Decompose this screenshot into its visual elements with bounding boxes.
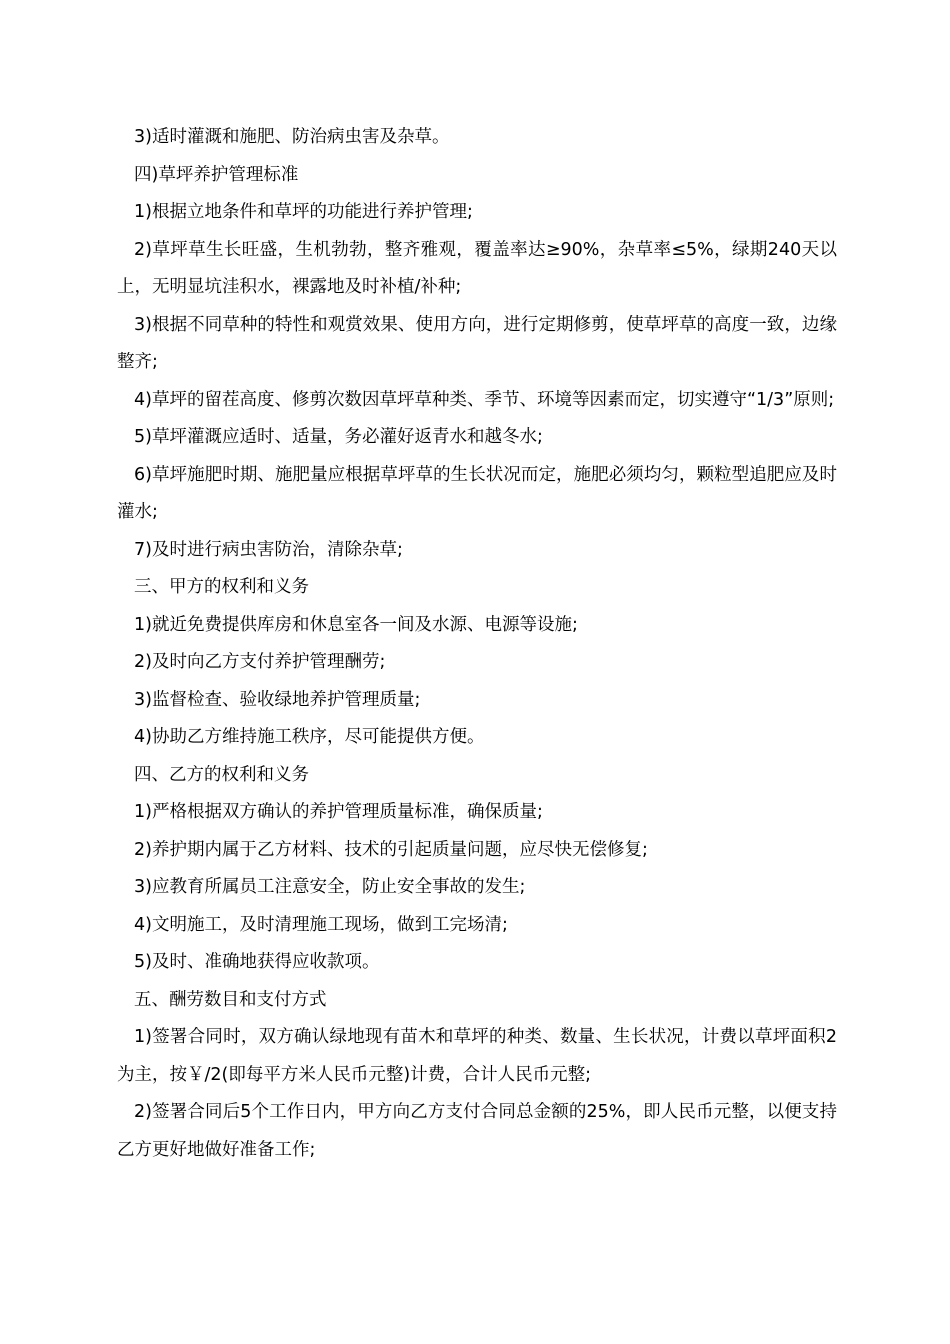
- paragraph-6: 4)草坪的留茬高度、修剪次数因草坪草种类、季节、环境等因素而定，切实遵守“1/3”原则;: [134, 389, 835, 410]
- paragraph-12: 2)及时向乙方支付养护管理酬劳;: [134, 652, 386, 672]
- document-body: [117, 119, 837, 1169]
- paragraph-4: 2)草坪草生长旺盛，生机勃勃，整齐雅观，覆盖率达≥90%，杂草率≤5%，绿期240天以上，无明显坑洼积水，裸露地及时补植/补种;: [117, 239, 837, 297]
- section-heading-party-b: 四、乙方的权利和义务: [134, 764, 309, 785]
- paragraph-20: 5)及时、准确地获得应收款项。: [134, 952, 380, 972]
- paragraph-19: 4)文明施工，及时清理施工现场，做到工完场清;: [134, 914, 508, 935]
- section-heading-payment: 五、酬劳数目和支付方式: [134, 989, 327, 1010]
- paragraph-8: 6)草坪施肥时期、施肥量应根据草坪草的生长状况而定，施肥必须均匀，颗粒型追肥应及时灌水;: [117, 464, 837, 522]
- paragraph-3: 1)根据立地条件和草坪的功能进行养护管理;: [134, 202, 473, 222]
- paragraph-22: 1)签署合同时，双方确认绿地现有苗木和草坪的种类、数量、生长状况，计费以草坪面积2为主，按￥/2(即每平方米人民币元整)计费，合计人民币元整;: [117, 1027, 837, 1085]
- paragraph-18: 3)应教育所属员工注意安全，防止安全事故的发生;: [134, 877, 526, 897]
- section-heading-lawn-standard: 四)草坪养护管理标准: [134, 164, 299, 185]
- paragraph-9: 7)及时进行病虫害防治，清除杂草;: [134, 539, 403, 560]
- paragraph-11: 1)就近免费提供库房和休息室各一间及水源、电源等设施;: [134, 614, 578, 635]
- paragraph-1: 3)适时灌溉和施肥、防治病虫害及杂草。: [134, 127, 450, 147]
- paragraph-13: 3)监督检查、验收绿地养护管理质量;: [134, 689, 421, 710]
- paragraph-7: 5)草坪灌溉应适时、适量，务必灌好返青水和越冬水;: [134, 427, 543, 447]
- paragraph-5: 3)根据不同草种的特性和观赏效果、使用方向，进行定期修剪，使草坪草的高度一致，边缘整齐;: [117, 314, 837, 372]
- paragraph-14: 4)协助乙方维持施工秩序，尽可能提供方便。: [134, 727, 485, 747]
- paragraph-23: 2)签署合同后5个工作日内，甲方向乙方支付合同总金额的25%，即人民币元整，以便支持乙方更好地做好准备工作;: [117, 1102, 837, 1160]
- paragraph-16: 1)严格根据双方确认的养护管理质量标准，确保质量;: [134, 802, 543, 822]
- paragraph-17: 2)养护期内属于乙方材料、技术的引起质量问题，应尽快无偿修复;: [134, 839, 648, 860]
- section-heading-party-a: 三、甲方的权利和义务: [134, 577, 309, 597]
